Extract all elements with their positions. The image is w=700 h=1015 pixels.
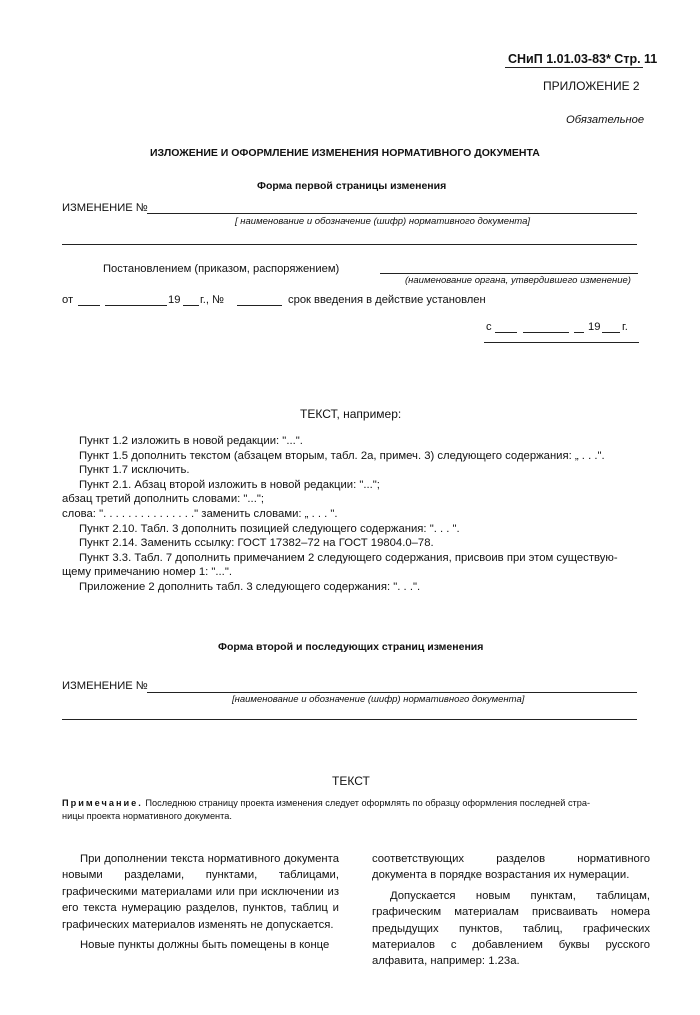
separator-line-1 bbox=[62, 244, 637, 245]
example-line: абзац третий дополнить словами: "..."; bbox=[62, 493, 264, 506]
note-text-2: ницы проекта нормативного документа. bbox=[62, 811, 232, 821]
note-label: Примечание. bbox=[62, 798, 143, 808]
text-heading: ТЕКСТ bbox=[332, 774, 370, 788]
example-lines bbox=[62, 434, 618, 595]
term-day-field bbox=[495, 332, 517, 333]
term-from-label: с bbox=[486, 321, 492, 333]
left-paragraph-1: При дополнении текста нормативного документа новыми разделами, пунктами, таблицами, графическими материалами или при исключении из его текста нумерацию разделов, пунктов, таблиц и графических материалов изменять не допускается. bbox=[62, 853, 339, 931]
example-line: слова: ". . . . . . . . . . . . . . ." заменить словами: „ . . . ". bbox=[62, 507, 338, 520]
appendix-label: ПРИЛОЖЕНИЕ 2 bbox=[543, 79, 640, 93]
change-number-label-2: ИЗМЕНЕНИЕ № bbox=[62, 680, 148, 692]
example-line: Приложение 2 дополнить табл. 3 следующего содержания: ". . .". bbox=[79, 580, 421, 593]
term-year-dash bbox=[574, 332, 584, 333]
term-underline bbox=[484, 342, 639, 343]
form2-heading: Форма второй и последующих страниц изменения bbox=[218, 641, 484, 653]
example-line: Пункт 1.2 изложить в новой редакции: "...". bbox=[79, 435, 303, 447]
right-paragraph-2: Допускается новым пунктам, таблицам, графическим материалам присваивать номера предыдущих пунктов, таблиц, графических материалов с добавлением буквы русского алфавита, например: 1.23а. bbox=[372, 889, 650, 968]
year-field bbox=[183, 305, 199, 306]
year-suffix-number: г., № bbox=[200, 294, 225, 306]
example-line: Пункт 2.14. Заменить ссылку: ГОСТ 17382–72 на ГОСТ 19804.0–78. bbox=[79, 537, 434, 550]
organ-field bbox=[380, 273, 638, 274]
appendix-status: Обязательное bbox=[566, 114, 645, 126]
change-number-label: ИЗМЕНЕНИЕ № bbox=[62, 202, 148, 214]
form1-heading: Форма первой страницы изменения bbox=[257, 180, 447, 192]
body-left-column bbox=[62, 851, 339, 957]
separator-line-2 bbox=[62, 719, 637, 720]
note-text-1: Последнюю страницу проекта изменения следует оформлять по образцу оформления последней стра- bbox=[145, 798, 591, 808]
document-name-field bbox=[147, 213, 637, 214]
term-year-suffix: г. bbox=[622, 321, 628, 333]
left-paragraph-2: Новые пункты должны быть помещены в конце bbox=[80, 939, 330, 952]
year-prefix: 19 bbox=[168, 294, 181, 306]
term-month-field bbox=[523, 332, 569, 333]
right-paragraph-1: соответствующих разделов нормативного документа в порядке возрастания их нумерации. bbox=[372, 853, 650, 882]
example-line: Пункт 1.5 дополнить текстом (абзацем вторым, табл. 2а, примеч. 3) следующего содержания: „ . . .". bbox=[79, 449, 605, 462]
term-year-field bbox=[602, 332, 620, 333]
example-heading: ТЕКСТ, например: bbox=[300, 407, 402, 421]
body-right-column bbox=[372, 851, 650, 974]
organ-caption: (наименование органа, утвердившего изменение) bbox=[405, 275, 631, 286]
term-year-prefix: 19 bbox=[588, 321, 601, 333]
document-name-caption-2: [наименование и обозначение (шифр) нормативного документа] bbox=[232, 694, 525, 705]
decree-label: Постановлением (приказом, распоряжением) bbox=[103, 263, 340, 275]
example-line: Пункт 2.10. Табл. 3 дополнить позицией следующего содержания: ". . . ". bbox=[79, 522, 460, 535]
document-code: СНиП 1.01.03-83* Стр. 11 bbox=[508, 52, 658, 66]
decree-number-field bbox=[237, 305, 282, 306]
date-from-label: от bbox=[62, 294, 74, 306]
example-line: Пункт 1.7 исключить. bbox=[79, 464, 190, 477]
note bbox=[62, 797, 590, 823]
day-field bbox=[78, 305, 100, 306]
example-line: Пункт 2.1. Абзац второй изложить в новой редакции: "..."; bbox=[79, 478, 380, 491]
example-line: Пункт 3.3. Табл. 7 дополнить примечанием 2 следующего содержания, присвоив при этом существую- bbox=[79, 551, 618, 564]
page-title: ИЗЛОЖЕНИЕ И ОФОРМЛЕНИЕ ИЗМЕНЕНИЯ НОРМАТИВНОГО ДОКУМЕНТА bbox=[150, 147, 540, 159]
month-field bbox=[105, 305, 167, 306]
example-line: щему примечанию номер 1: "...". bbox=[62, 566, 232, 579]
header-underline bbox=[505, 67, 643, 68]
document-name-field-2 bbox=[147, 692, 637, 693]
term-text: срок введения в действие установлен bbox=[288, 294, 486, 306]
document-name-caption: [ наименование и обозначение (шифр) нормативного документа] bbox=[235, 216, 531, 227]
